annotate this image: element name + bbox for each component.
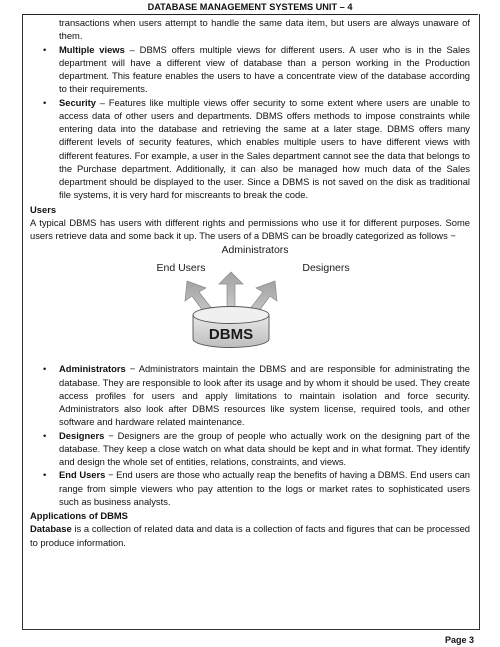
- features-list: [30, 16, 470, 202]
- term-multiple-views: Multiple views: [59, 43, 125, 55]
- diagram-left-label: End Users: [156, 262, 206, 275]
- list-item-security: [30, 96, 470, 202]
- administrators-text: − Administrators maintain the DBMS and are responsible for administrating the database. They are responsible to look after its usage and by whom it should be used. They create access profiles for users and apply limitations to maintain isolation and force security. Administrators also look after DBMS resources like system license, required tools, and other software and hardware related maintenance.: [59, 363, 470, 428]
- page-number: Page 3: [444, 635, 474, 645]
- diagram-right-label: Designers: [302, 262, 350, 275]
- applications-heading: Applications of DBMS: [30, 510, 128, 521]
- users-paragraph: A typical DBMS has users with different rights and permissions who use it for different purposes. Some users retrieve data and some back it up. The users of a DBMS can be broadly categorized as follows −: [30, 216, 470, 241]
- users-diagram-svg: [30, 245, 470, 358]
- security-text: – Features like multiple views offer security to some extent where users are unable to access data of other users and departments. DBMS offers methods to impose constraints while entering data into the database and retrieving the same at a later stage. DBMS offers many different levels of security features, which enables multiple users to have different views with different features. For example, a user in the Sales department cannot see the data that belongs to the Purchase department. Additionally, it can also be managed how much data of the Sales department should be displayed to the user. Since a DBMS is not saved on the disk as traditional file systems, it is very hard for miscreants to break the code.: [59, 96, 470, 201]
- intro-continuation-text: transactions when users attempt to handle the same data item, but users are always unaware of them.: [59, 17, 470, 42]
- term-security: Security: [59, 96, 96, 108]
- list-item-multiple-views: [30, 43, 470, 96]
- list-item-continuation: [30, 16, 470, 43]
- term-administrators: Administrators: [59, 363, 126, 375]
- users-heading: Users: [30, 203, 57, 215]
- user-types-list: [30, 362, 470, 508]
- list-item-designers: [30, 429, 470, 469]
- list-item-end-users: [30, 468, 470, 508]
- term-designers: Designers: [59, 429, 105, 441]
- term-end-users: End Users: [59, 469, 106, 481]
- end-users-text: − End users are those who actually reap the benefits of having a DBMS. End users can range from simple viewers who pay attention to the logs or market rates to sophisticated users such as business analysts.: [59, 469, 471, 507]
- database-definition-text: is a collection of related data and data is a collection of facts and figures that can be processed to produce information.: [30, 523, 470, 548]
- page-header: DATABASE MANAGEMENT SYSTEMS UNIT – 4: [22, 0, 478, 15]
- multiple-views-text: – DBMS offers multiple views for different users. A user who is in the Sales department will have a different view of database than a person working in the Production department. This feature enables the users to have a concentrate view of the database according to their requirements.: [59, 43, 470, 95]
- page-content: [30, 16, 470, 549]
- designers-text: − Designers are the group of people who actually work on the designing part of the database. They keep a close watch on what data should be kept and in what format. They identify and design the whole set of entities, relations, constraints, and views.: [59, 429, 470, 467]
- diagram-center-label: DBMS: [208, 326, 254, 344]
- term-database: Database: [30, 523, 72, 535]
- users-diagram: [30, 245, 470, 358]
- applications-paragraph: [30, 522, 470, 549]
- diagram-top-label: Administrators: [221, 245, 289, 257]
- arrow-up-administrators: [219, 272, 243, 309]
- list-item-administrators: [30, 362, 470, 428]
